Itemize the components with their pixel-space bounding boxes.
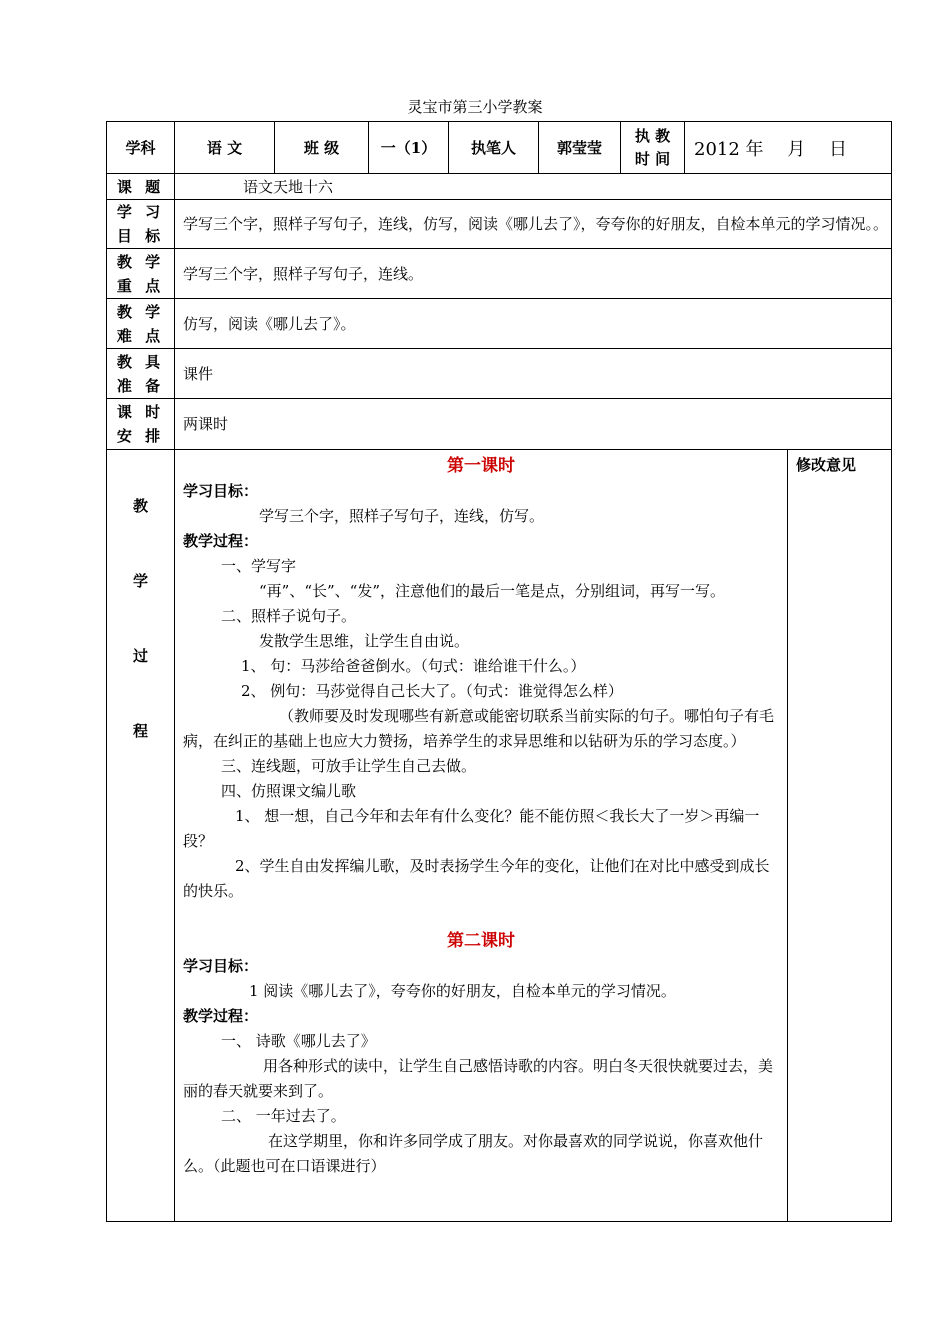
lesson2-line-4: 在这学期里，你和许多同学成了朋友。对你最喜欢的同学说说，你喜欢他什么。（此题也可在口语课进行）	[183, 1132, 764, 1175]
date-value: 2012 年 月 日	[685, 122, 892, 174]
schedule-label-line2: 安 排	[116, 427, 165, 445]
lesson1-goal: 学写三个字，照样子写句子，连线，仿写。	[259, 507, 545, 525]
process-label-char-2: 学	[132, 572, 148, 590]
materials-label	[107, 349, 175, 399]
difficulties-label-line2: 难 点	[116, 326, 165, 345]
lesson1-goal-label: 学习目标：	[183, 482, 259, 500]
lesson2-title: 第二课时	[447, 931, 515, 951]
lesson1-line-10: 1、 想一想，自己今年和去年有什么变化？能不能仿照＜我长大了一岁＞再编一段？	[183, 807, 760, 850]
lesson2-goal: 1 阅读《哪儿去了》，夸夸你的好朋友，自检本单元的学习情况。	[249, 982, 676, 1000]
process-content	[175, 450, 788, 1222]
lesson1-line-3: 二、照样子说句子。	[221, 607, 357, 625]
row-topic	[107, 174, 892, 200]
lesson2-line-1: 一、 诗歌《哪儿去了》	[221, 1032, 376, 1050]
goals-label-line1: 学 习	[116, 203, 165, 221]
subject-value: 语 文	[175, 122, 275, 174]
lesson1-line-9: 四、仿照课文编儿歌	[221, 782, 357, 800]
lesson2-process-label: 教学过程：	[183, 1007, 259, 1025]
key-points-value: 学写三个字，照样子写句子，连线。	[175, 249, 892, 299]
lesson1-line-4: 发散学生思维，让学生自由说。	[259, 632, 470, 650]
lesson2-line-2: 用各种形式的读中，让学生自己感悟诗歌的内容。明白冬天很快就要过去，美丽的春天就要来到了。	[183, 1057, 774, 1100]
goals-label	[107, 200, 175, 249]
schedule-label	[107, 399, 175, 450]
topic-label: 课 题	[107, 174, 175, 200]
teaching-time-label	[621, 122, 685, 174]
materials-label-line1: 教 具	[116, 352, 165, 371]
process-label-char-1: 教	[132, 497, 148, 515]
row-key-points	[107, 249, 892, 299]
lesson1-process-label: 教学过程：	[183, 532, 259, 550]
header-row	[107, 122, 892, 174]
lesson1-line-11: 2、学生自由发挥编儿歌，及时表扬学生今年的变化，让他们在对比中感受到成长的快乐。	[183, 857, 770, 900]
row-schedule	[107, 399, 892, 450]
row-process	[107, 450, 892, 1222]
schedule-label-line1: 课 时	[116, 403, 165, 421]
lesson1-line-6: 2、 例句：马莎觉得自己长大了。（句式：谁觉得怎么样）	[241, 682, 623, 700]
author-value: 郭莹莹	[539, 122, 621, 174]
lesson1-title: 第一课时	[447, 456, 515, 476]
lesson1-line-2: “再”、“长”、“发”，注意他们的最后一笔是点，分别组词，再写一写。	[259, 582, 726, 600]
process-label-char-4: 程	[132, 722, 148, 740]
difficulties-label	[107, 299, 175, 349]
subject-label: 学科	[107, 122, 175, 174]
key-points-label	[107, 249, 175, 299]
difficulties-label-line1: 教 学	[116, 302, 165, 321]
goals-value: 学写三个字，照样子写句子，连线，仿写，阅读《哪儿去了》，夸夸你的好朋友，自检本单元的学习情况。。	[175, 200, 892, 249]
lesson1-line-1: 一、学写字	[221, 557, 297, 575]
goals-label-line2: 目 标	[116, 227, 165, 245]
teaching-time-label-line1: 执 教	[634, 126, 671, 145]
lesson2-line-3: 二、 一年过去了。	[221, 1107, 346, 1125]
lesson-plan-table	[106, 121, 892, 1222]
materials-label-line2: 准 备	[116, 376, 165, 395]
row-materials	[107, 349, 892, 399]
lesson2-goal-label: 学习目标：	[183, 957, 259, 975]
materials-value: 课件	[175, 349, 892, 399]
key-points-label-line1: 教 学	[116, 252, 165, 271]
row-difficulties	[107, 299, 892, 349]
author-label: 执笔人	[449, 122, 539, 174]
remarks-label: 修改意见	[788, 450, 892, 1222]
process-label-char-3: 过	[132, 647, 148, 665]
lesson1-line-7: （教师要及时发现哪些有新意或能密切联系当前实际的句子。哪怕句子有毛病，在纠正的基础上也应大力赞扬，培养学生的求异思维和以钻研为乐的学习态度。）	[183, 707, 775, 750]
schedule-value: 两课时	[175, 399, 892, 450]
difficulties-value: 仿写，阅读《哪儿去了》。	[175, 299, 892, 349]
class-value: 一（1）	[369, 122, 449, 174]
process-label	[107, 450, 175, 1222]
class-label: 班 级	[275, 122, 369, 174]
row-goals	[107, 200, 892, 249]
topic-value: 语文天地十六	[175, 174, 892, 200]
lesson1-line-8: 三、连线题，可放手让学生自己去做。	[221, 757, 477, 775]
key-points-label-line2: 重 点	[116, 276, 165, 295]
page-title: 灵宝市第三小学教案	[407, 98, 543, 116]
teaching-time-label-line2: 时 间	[634, 149, 671, 168]
lesson1-line-5: 1、 句：马莎给爸爸倒水。（句式：谁给谁干什么。）	[241, 657, 586, 675]
